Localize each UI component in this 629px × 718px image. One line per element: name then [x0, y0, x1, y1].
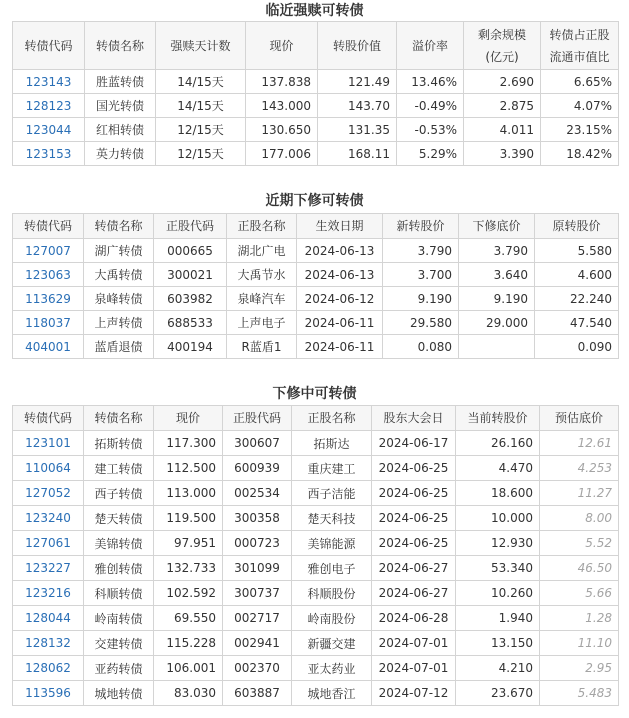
table-cell: 国光转债: [85, 94, 156, 118]
table-cell: 拓斯达: [292, 431, 372, 456]
table-cell: 12/15天: [156, 142, 246, 166]
table-cell: 4.470: [456, 456, 540, 481]
table-cell: 23.670: [456, 681, 540, 706]
table-cell: 10.260: [456, 581, 540, 606]
table-cell: 3.640: [459, 263, 535, 287]
table-row[interactable]: [13, 335, 619, 359]
table-cell: 科顺股份: [292, 581, 372, 606]
column-header: 正股代码: [154, 214, 227, 239]
table-cell: 12.930: [456, 531, 540, 556]
table-cell: 美锦转债: [84, 531, 154, 556]
table-cell: 13.150: [456, 631, 540, 656]
table-cell: 18.42%: [541, 142, 619, 166]
table-cell: 湖北广电: [227, 239, 297, 263]
bond-code-link[interactable]: 123153: [25, 146, 72, 161]
table-cell: 300021: [154, 263, 227, 287]
table-cell: 300358: [223, 506, 292, 531]
column-header: 转债占正股 流通市值比: [541, 22, 619, 70]
bond-code-cell: [13, 94, 85, 118]
strong-redemption-title: 临近强赎可转债: [265, 3, 364, 19]
column-header: 转债代码: [13, 22, 85, 70]
table-cell: 10.000: [456, 506, 540, 531]
table-cell: 130.650: [246, 118, 318, 142]
table-cell: 2024-06-28: [372, 606, 456, 631]
table-cell: 4.011: [464, 118, 541, 142]
table-cell: 131.35: [318, 118, 397, 142]
table-cell: 6.65%: [541, 70, 619, 94]
table-cell: 2024-06-12: [297, 287, 383, 311]
table-row[interactable]: [13, 531, 619, 556]
bond-code-link[interactable]: 110064: [25, 461, 71, 475]
column-header: 溢价率: [397, 22, 464, 70]
column-header: 原转股价: [535, 214, 619, 239]
table-cell: 雅创转债: [84, 556, 154, 581]
bond-code-link[interactable]: 127052: [25, 486, 71, 500]
bond-code-link[interactable]: 127061: [25, 536, 71, 550]
bond-code-link[interactable]: 128132: [25, 636, 71, 650]
bond-code-link[interactable]: 123227: [25, 561, 71, 575]
bond-code-link[interactable]: 113596: [25, 686, 71, 700]
table-cell: 3.790: [383, 239, 459, 263]
table-cell: 002941: [223, 631, 292, 656]
table-cell: 亚太药业: [292, 656, 372, 681]
table-cell: 楚天科技: [292, 506, 372, 531]
table-cell: 4.253: [540, 456, 619, 481]
bond-code-cell: [13, 556, 84, 581]
table-cell: R蓝盾1: [227, 335, 297, 359]
table-row[interactable]: [13, 631, 619, 656]
table-cell: 2024-07-01: [372, 656, 456, 681]
column-header: 当前转股价: [456, 406, 540, 431]
bond-code-cell: [13, 142, 85, 166]
table-cell: 119.500: [154, 506, 223, 531]
table-cell: 5.29%: [397, 142, 464, 166]
strong-redemption-section: [0, 0, 629, 161]
table-cell: 2.690: [464, 70, 541, 94]
table-cell: 拓斯转债: [84, 431, 154, 456]
column-header: 正股代码: [223, 406, 292, 431]
bond-code-cell: [13, 656, 84, 681]
table-cell: 5.66: [540, 581, 619, 606]
table-cell: 3.390: [464, 142, 541, 166]
table-cell: 亚药转债: [84, 656, 154, 681]
table-row[interactable]: [13, 681, 619, 706]
table-cell: 137.838: [246, 70, 318, 94]
table-cell: 西子转债: [84, 481, 154, 506]
bond-code-link[interactable]: 123044: [25, 122, 72, 137]
table-cell: 400194: [154, 335, 227, 359]
table-cell: 300737: [223, 581, 292, 606]
table-cell: 城地香江: [292, 681, 372, 706]
table-cell: 美锦能源: [292, 531, 372, 556]
table-cell: 大禹节水: [227, 263, 297, 287]
table-cell: 2.875: [464, 94, 541, 118]
table-cell: 14/15天: [156, 94, 246, 118]
table-cell: 47.540: [535, 311, 619, 335]
bond-code-cell: [13, 506, 84, 531]
bond-code-cell: [13, 531, 84, 556]
column-header: 现价: [154, 406, 223, 431]
bond-code-link[interactable]: 127007: [25, 243, 71, 258]
table-cell: 5.52: [540, 531, 619, 556]
table-cell: 4.600: [535, 263, 619, 287]
table-cell: 13.46%: [397, 70, 464, 94]
table-cell: 蓝盾退债: [84, 335, 154, 359]
table-cell: 688533: [154, 311, 227, 335]
table-row[interactable]: [13, 606, 619, 631]
table-cell: [459, 335, 535, 359]
table-cell: 113.000: [154, 481, 223, 506]
table-header-row: [13, 214, 619, 239]
table-cell: 600939: [223, 456, 292, 481]
table-cell: 上声电子: [227, 311, 297, 335]
table-cell: 2024-06-25: [372, 481, 456, 506]
bond-code-cell: [13, 481, 84, 506]
table-cell: 143.70: [318, 94, 397, 118]
table-cell: 11.10: [540, 631, 619, 656]
table-cell: 97.951: [154, 531, 223, 556]
column-header: 强赎天计数: [156, 22, 246, 70]
table-cell: 2024-06-13: [297, 239, 383, 263]
bond-code-link[interactable]: 128123: [25, 98, 72, 113]
table-cell: 106.001: [154, 656, 223, 681]
column-header: 预估底价: [540, 406, 619, 431]
table-cell: 2024-06-27: [372, 581, 456, 606]
column-header: 股东大会日: [372, 406, 456, 431]
table-cell: 301099: [223, 556, 292, 581]
table-cell: 12.61: [540, 431, 619, 456]
table-cell: 泉峰汽车: [227, 287, 297, 311]
bond-code-cell: [13, 335, 84, 359]
table-header-row: [13, 406, 619, 431]
table-cell: 603887: [223, 681, 292, 706]
table-cell: -0.49%: [397, 94, 464, 118]
table-cell: 83.030: [154, 681, 223, 706]
bond-code-cell: [13, 606, 84, 631]
bond-code-link[interactable]: 113629: [25, 291, 71, 306]
table-cell: 新疆交建: [292, 631, 372, 656]
table-row[interactable]: [13, 94, 619, 118]
table-cell: 城地转债: [84, 681, 154, 706]
bond-code-link[interactable]: 123101: [25, 436, 71, 450]
table-cell: 11.27: [540, 481, 619, 506]
table-cell: 雅创电子: [292, 556, 372, 581]
column-header: 下修底价: [459, 214, 535, 239]
table-cell: 22.240: [535, 287, 619, 311]
column-header: 转股价值: [318, 22, 397, 70]
table-cell: 2024-06-25: [372, 531, 456, 556]
table-cell: 2024-06-25: [372, 456, 456, 481]
table-cell: 5.483: [540, 681, 619, 706]
table-cell: 科顺转债: [84, 581, 154, 606]
table-cell: -0.53%: [397, 118, 464, 142]
table-cell: 9.190: [459, 287, 535, 311]
bond-code-cell: [13, 431, 84, 456]
bond-code-cell: [13, 581, 84, 606]
table-cell: 4.07%: [541, 94, 619, 118]
table-row[interactable]: [13, 311, 619, 335]
table-cell: 8.00: [540, 506, 619, 531]
table-cell: 2024-06-27: [372, 556, 456, 581]
table-cell: 0.080: [383, 335, 459, 359]
table-cell: 12/15天: [156, 118, 246, 142]
bond-code-cell: [13, 239, 84, 263]
bond-code-cell: [13, 118, 85, 142]
bond-code-link[interactable]: 123063: [25, 267, 71, 282]
column-header: 现价: [246, 22, 318, 70]
table-cell: 2024-06-11: [297, 311, 383, 335]
table-cell: 建工转债: [84, 456, 154, 481]
column-header: 正股名称: [227, 214, 297, 239]
table-cell: 29.580: [383, 311, 459, 335]
recent-revision-table: [12, 213, 619, 359]
table-cell: 9.190: [383, 287, 459, 311]
table-header-row: [13, 22, 619, 70]
table-cell: 4.210: [456, 656, 540, 681]
bond-code-link[interactable]: 123240: [25, 511, 71, 525]
column-header: 转债名称: [85, 22, 156, 70]
table-row[interactable]: [13, 431, 619, 456]
table-cell: 1.28: [540, 606, 619, 631]
bond-code-cell: [13, 70, 85, 94]
bond-code-cell: [13, 681, 84, 706]
table-cell: 603982: [154, 287, 227, 311]
table-row[interactable]: [13, 118, 619, 142]
table-row[interactable]: [13, 481, 619, 506]
table-cell: 湖广转债: [84, 239, 154, 263]
table-cell: 2024-06-11: [297, 335, 383, 359]
table-cell: 300607: [223, 431, 292, 456]
table-row[interactable]: [13, 239, 619, 263]
table-cell: 岭南转债: [84, 606, 154, 631]
table-cell: 2024-06-13: [297, 263, 383, 287]
table-cell: 楚天转债: [84, 506, 154, 531]
bond-code-cell: [13, 263, 84, 287]
table-cell: 14/15天: [156, 70, 246, 94]
bond-code-link[interactable]: 404001: [25, 339, 71, 354]
column-header: 新转股价: [383, 214, 459, 239]
column-header: 剩余规模 (亿元): [464, 22, 541, 70]
table-cell: 3.700: [383, 263, 459, 287]
table-cell: 102.592: [154, 581, 223, 606]
table-cell: 2024-07-01: [372, 631, 456, 656]
column-header: 转债代码: [13, 214, 84, 239]
table-cell: 2.95: [540, 656, 619, 681]
table-cell: 46.50: [540, 556, 619, 581]
table-cell: 112.500: [154, 456, 223, 481]
bond-code-cell: [13, 287, 84, 311]
table-cell: 002370: [223, 656, 292, 681]
table-cell: 泉峰转债: [84, 287, 154, 311]
table-row[interactable]: [13, 263, 619, 287]
bond-code-cell: [13, 456, 84, 481]
pending-revision-section: [0, 383, 629, 701]
table-cell: 18.600: [456, 481, 540, 506]
table-cell: 177.006: [246, 142, 318, 166]
table-cell: 29.000: [459, 311, 535, 335]
table-cell: 0.090: [535, 335, 619, 359]
strong-redemption-table: [12, 21, 619, 166]
table-cell: 上声转债: [84, 311, 154, 335]
bond-code-link[interactable]: 128044: [25, 611, 71, 625]
table-cell: 2024-07-12: [372, 681, 456, 706]
table-cell: 大禹转债: [84, 263, 154, 287]
table-row[interactable]: [13, 581, 619, 606]
table-cell: 红相转债: [85, 118, 156, 142]
table-cell: 69.550: [154, 606, 223, 631]
table-cell: 胜蓝转债: [85, 70, 156, 94]
recent-revision-title: 近期下修可转债: [265, 193, 364, 209]
table-cell: 117.300: [154, 431, 223, 456]
table-cell: 西子洁能: [292, 481, 372, 506]
table-cell: 121.49: [318, 70, 397, 94]
column-header: 正股名称: [292, 406, 372, 431]
table-cell: 002534: [223, 481, 292, 506]
table-cell: 重庆建工: [292, 456, 372, 481]
pending-revision-title: 下修中可转债: [272, 386, 357, 402]
bond-code-link[interactable]: 118037: [25, 315, 71, 330]
table-cell: 英力转债: [85, 142, 156, 166]
table-row[interactable]: [13, 656, 619, 681]
table-cell: 2024-06-25: [372, 506, 456, 531]
table-cell: 交建转债: [84, 631, 154, 656]
table-cell: 53.340: [456, 556, 540, 581]
table-cell: 115.228: [154, 631, 223, 656]
table-row[interactable]: [13, 142, 619, 166]
table-cell: 002717: [223, 606, 292, 631]
bond-code-link[interactable]: 128062: [25, 661, 71, 675]
column-header: 转债代码: [13, 406, 84, 431]
pending-revision-table: [12, 405, 619, 706]
column-header: 转债名称: [84, 406, 154, 431]
table-row[interactable]: [13, 70, 619, 94]
column-header: 转债名称: [84, 214, 154, 239]
table-row[interactable]: [13, 456, 619, 481]
table-cell: 3.790: [459, 239, 535, 263]
table-cell: 5.580: [535, 239, 619, 263]
table-row[interactable]: [13, 287, 619, 311]
recent-revision-section: [0, 191, 629, 354]
table-cell: 000665: [154, 239, 227, 263]
table-cell: 143.000: [246, 94, 318, 118]
table-cell: 2024-06-17: [372, 431, 456, 456]
table-cell: 岭南股份: [292, 606, 372, 631]
table-row[interactable]: [13, 556, 619, 581]
bond-code-cell: [13, 311, 84, 335]
table-row[interactable]: [13, 506, 619, 531]
table-cell: 26.160: [456, 431, 540, 456]
table-cell: 23.15%: [541, 118, 619, 142]
table-cell: 168.11: [318, 142, 397, 166]
bond-code-cell: [13, 631, 84, 656]
column-header: 生效日期: [297, 214, 383, 239]
table-cell: 1.940: [456, 606, 540, 631]
bond-code-link[interactable]: 123143: [25, 74, 72, 89]
table-cell: 000723: [223, 531, 292, 556]
table-cell: 132.733: [154, 556, 223, 581]
bond-code-link[interactable]: 123216: [25, 586, 71, 600]
